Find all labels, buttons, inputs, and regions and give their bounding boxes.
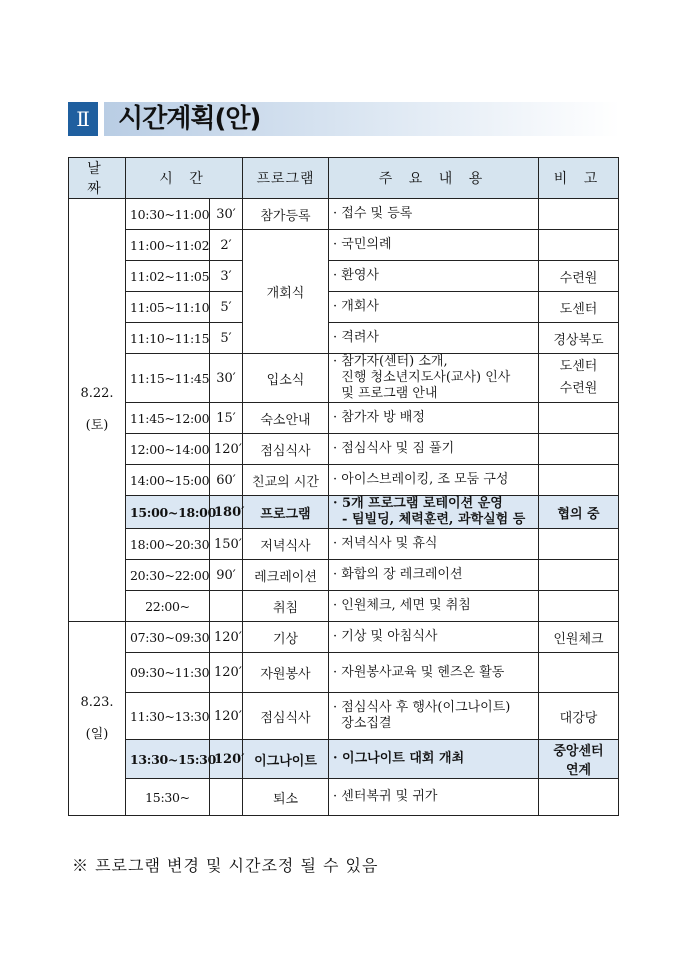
content-cell: · 화합의 장 레크레이션 [329,560,539,591]
time-cell: 20:30~22:00 [126,560,210,591]
duration-cell: 30′ [210,354,243,403]
note-line: 수련원 [559,381,598,396]
time-cell: 10:30~11:00 [126,199,210,230]
weekday-label: (토) [85,418,109,433]
duration-cell: 60′ [210,465,243,496]
time-cell: 11:15~11:45 [126,354,210,403]
duration-cell: 180′ [210,496,243,529]
duration-cell: 120′ [210,434,243,465]
duration-cell: 15′ [210,403,243,434]
time-cell: 11:45~12:00 [126,403,210,434]
note-cell: 수련원 [539,261,619,292]
header-time: 시 간 [126,158,243,199]
content-cell: · 격려사 [329,323,539,354]
table-row [69,779,619,816]
content-cell [329,496,539,529]
date-label: 8.22. [80,386,114,401]
note-cell: 경상북도 [539,323,619,354]
schedule-table [68,157,619,816]
table-row [69,560,619,591]
table-row [69,693,619,740]
duration-cell: 2′ [210,230,243,261]
content-line: - 팀빌딩, 체력훈련, 과학실험 등 [333,512,526,527]
header-row [69,158,619,199]
content-cell: · 인원체크, 세면 및 취침 [329,591,539,622]
time-cell: 11:02~11:05 [126,261,210,292]
program-cell: 이그나이트 [243,740,329,779]
time-cell: 11:00~11:02 [126,230,210,261]
note-cell [539,434,619,465]
table-row [69,622,619,653]
note-cell [539,354,619,403]
program-cell: 숙소안내 [243,403,329,434]
note-cell [539,230,619,261]
content-line: 진행 청소년지도사(교사) 인사 [333,370,511,385]
header-date: 날 짜 [69,158,126,199]
time-cell: 13:30~15:30 [126,740,210,779]
note-cell: 인원체크 [539,622,619,653]
program-cell: 취침 [243,591,329,622]
table-row [69,354,619,403]
time-cell: 11:05~11:10 [126,292,210,323]
time-cell: 11:30~13:30 [126,693,210,740]
content-cell: · 개회사 [329,292,539,323]
program-cell: 개회식 [243,230,329,354]
time-cell: 12:00~14:00 [126,434,210,465]
note-line: 도센터 [559,359,598,374]
time-cell: 07:30~09:30 [126,622,210,653]
duration-cell: 120′ [210,653,243,693]
table-row [69,465,619,496]
program-cell: 점심식사 [243,693,329,740]
content-cell: · 국민의례 [329,230,539,261]
program-cell: 기상 [243,622,329,653]
footnote: ※ 프로그램 변경 및 시간조정 될 수 있음 [72,856,379,875]
section-number: Ⅱ [68,102,98,136]
program-cell: 퇴소 [243,779,329,816]
program-cell: 레크레이션 [243,560,329,591]
content-cell: · 접수 및 등록 [329,199,539,230]
program-cell: 점심식사 [243,434,329,465]
date-label: 8.23. [80,694,114,710]
duration-cell [210,779,243,816]
header-content: 주 요 내 용 [329,158,539,199]
note-cell [539,591,619,622]
note-cell [539,465,619,496]
weekday-label: (일) [85,726,109,742]
time-cell: 11:10~11:15 [126,323,210,354]
table-row [69,403,619,434]
note-cell [539,740,619,779]
time-cell: 15:30~ [126,779,210,816]
time-cell: 18:00~20:30 [126,529,210,560]
header-note: 비 고 [539,158,619,199]
content-cell: · 점심식사 및 짐 풀기 [329,434,539,465]
duration-cell: 3′ [210,261,243,292]
table-row [69,323,619,354]
table-row [69,434,619,465]
program-cell: 프로그램 [243,496,329,529]
note-cell: 대강당 [539,693,619,740]
table-row [69,653,619,693]
table-row [69,261,619,292]
table-row [69,199,619,230]
header-program: 프로그램 [243,158,329,199]
note-cell: 도센터 [539,292,619,323]
program-cell: 자원봉사 [243,653,329,693]
content-cell: · 자원봉사교육 및 헨즈온 활동 [329,653,539,693]
note-cell [539,403,619,434]
duration-cell: 90′ [210,560,243,591]
content-line: · 5개 프로그램 로테이션 운영 [333,496,503,511]
time-cell: 14:00~15:00 [126,465,210,496]
table-row-highlighted [69,740,619,779]
duration-cell: 120′ [210,740,243,779]
duration-cell: 30′ [210,199,243,230]
duration-cell: 5′ [210,292,243,323]
content-cell: · 센터복귀 및 귀가 [329,779,539,816]
content-cell: · 환영사 [329,261,539,292]
program-cell: 저녁식사 [243,529,329,560]
time-cell: 22:00~ [126,591,210,622]
duration-cell [210,591,243,622]
note-cell: 협의 중 [539,496,619,529]
table-row-highlighted [69,496,619,529]
table-row [69,591,619,622]
duration-cell: 120′ [210,622,243,653]
content-cell: · 기상 및 아침식사 [329,622,539,653]
time-cell: 15:00~18:00 [126,496,210,529]
content-cell [329,693,539,740]
table-row [69,230,619,261]
duration-cell: 120′ [210,693,243,740]
note-cell [539,199,619,230]
date-cell [69,199,126,622]
time-cell: 09:30~11:30 [126,653,210,693]
content-line: 장소집결 [333,716,392,731]
content-line: · 참가자(센터) 소개, [333,354,448,369]
program-cell: 참가등록 [243,199,329,230]
content-cell: · 이그나이트 대회 개최 [329,740,539,779]
duration-cell: 5′ [210,323,243,354]
content-cell: · 아이스브레이킹, 조 모둠 구성 [329,465,539,496]
content-line: 및 프로그램 안내 [333,386,438,401]
duration-cell: 150′ [210,529,243,560]
note-line: 연계 [565,763,592,778]
program-cell: 친교의 시간 [243,465,329,496]
table-row [69,529,619,560]
section-title: 시간계획(안) [118,104,261,134]
date-cell [69,622,126,816]
content-cell: · 참가자 방 배정 [329,403,539,434]
content-cell: · 저녁식사 및 휴식 [329,529,539,560]
table-row [69,292,619,323]
note-cell [539,560,619,591]
section-header [68,100,620,140]
note-cell [539,653,619,693]
note-cell [539,529,619,560]
content-line: · 점심식사 후 행사(이그나이트) [333,700,511,715]
program-cell: 입소식 [243,354,329,403]
note-cell [539,779,619,816]
content-cell [329,354,539,403]
note-line: 중앙센터 [553,744,604,759]
